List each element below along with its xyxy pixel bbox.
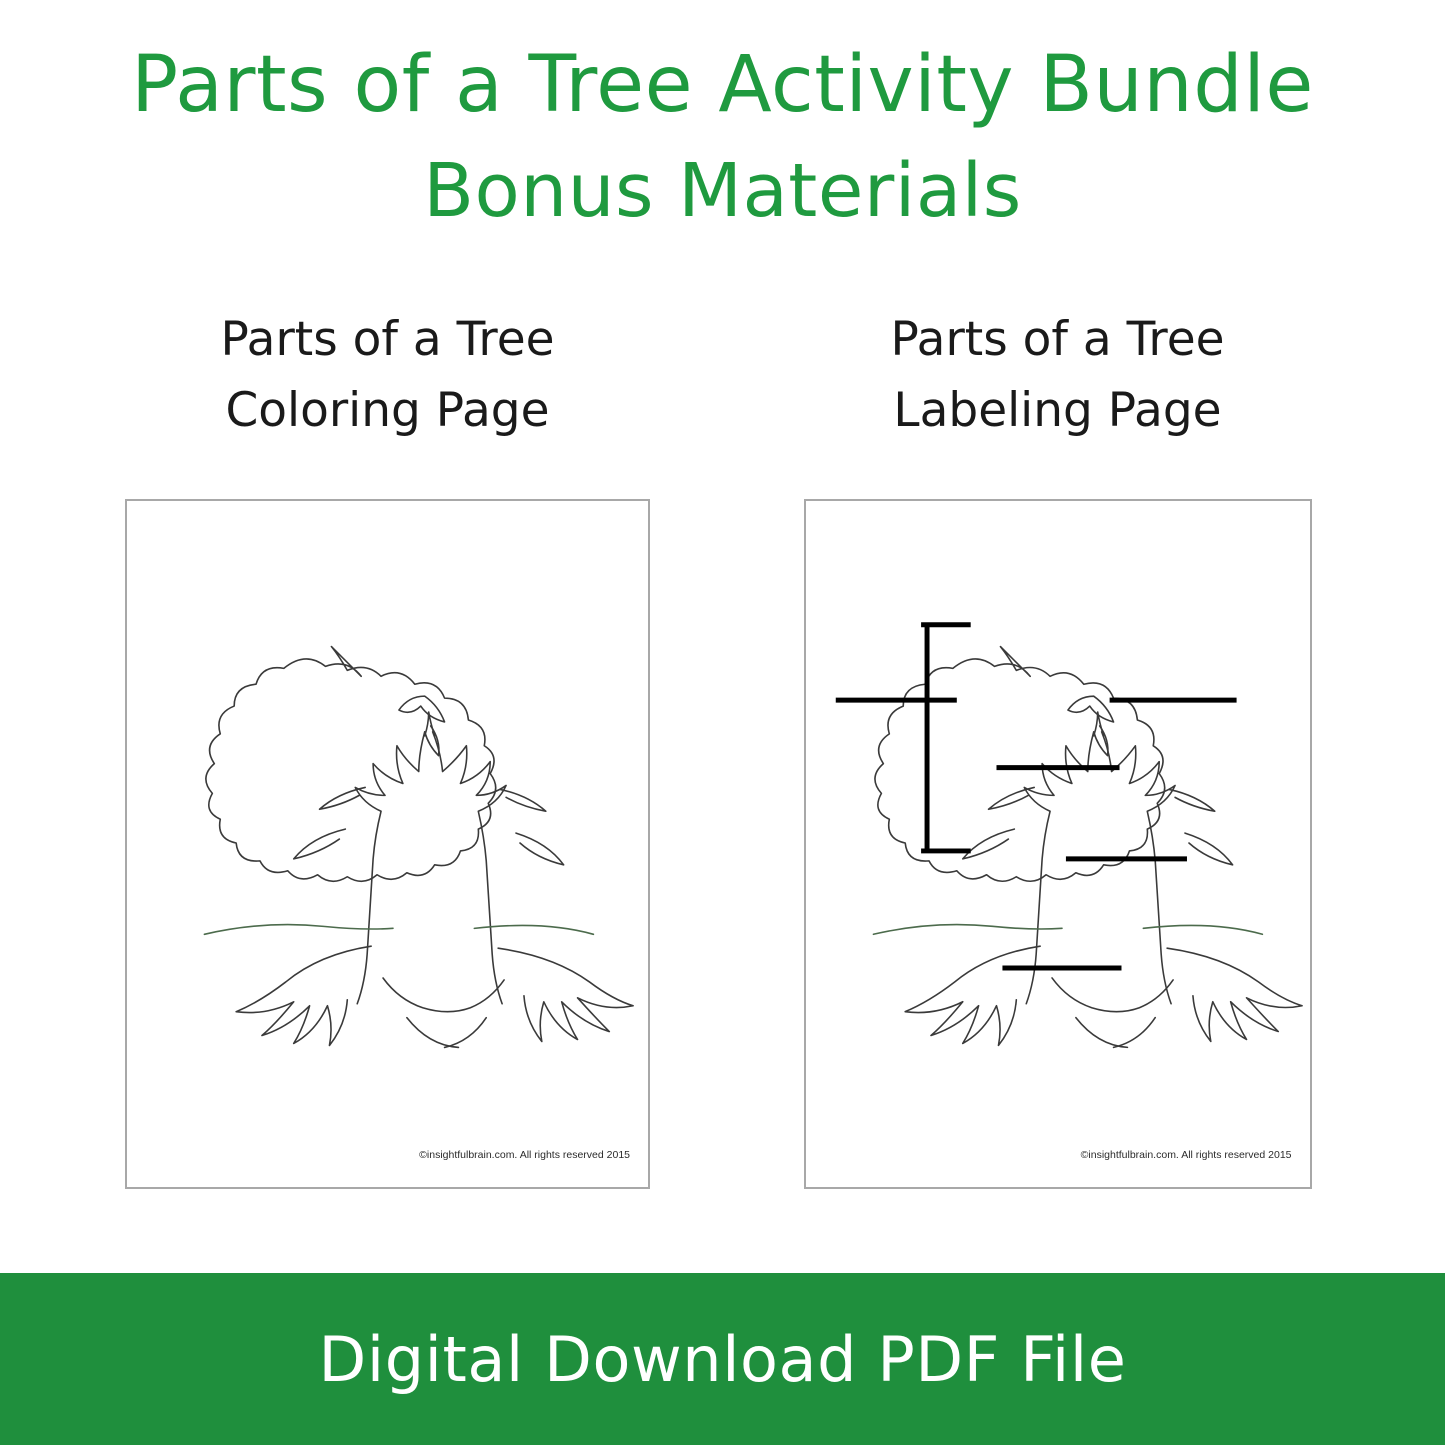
footer-banner: [0, 1273, 1445, 1445]
coloring-page-caption-line-2: Coloring Page: [225, 383, 550, 439]
preview-row: [0, 304, 1445, 1189]
tree-labeling-diagram-icon: [806, 501, 1310, 1187]
labeling-page-copyright: ©insightfulbrain.com. All rights reserved 2015: [1080, 1148, 1292, 1161]
coloring-page-caption: [220, 304, 554, 447]
labeling-page-caption-line-2: Labeling Page: [893, 383, 1222, 439]
title-block: [0, 0, 1445, 242]
label-lines: [835, 624, 1236, 967]
tree-line-drawing-icon: [127, 501, 648, 1187]
preview-coloring-page: [128, 304, 648, 1189]
coloring-page-copyright: ©insightfulbrain.com. All rights reserved 2015: [419, 1148, 630, 1161]
page-title-line-2: Bonus Materials: [423, 147, 1022, 234]
coloring-page-caption-line-1: Parts of a Tree: [220, 311, 555, 367]
labeling-page-caption-line-1: Parts of a Tree: [890, 311, 1225, 367]
coloring-page-thumbnail[interactable]: [125, 499, 650, 1189]
page-title-line-1: Parts of a Tree Activity Bundle: [131, 40, 1314, 130]
labeling-page-thumbnail[interactable]: [804, 499, 1312, 1189]
labeling-page-caption: [890, 304, 1224, 447]
footer-label: Digital Download PDF File: [318, 1322, 1127, 1396]
preview-labeling-page: [798, 304, 1318, 1189]
